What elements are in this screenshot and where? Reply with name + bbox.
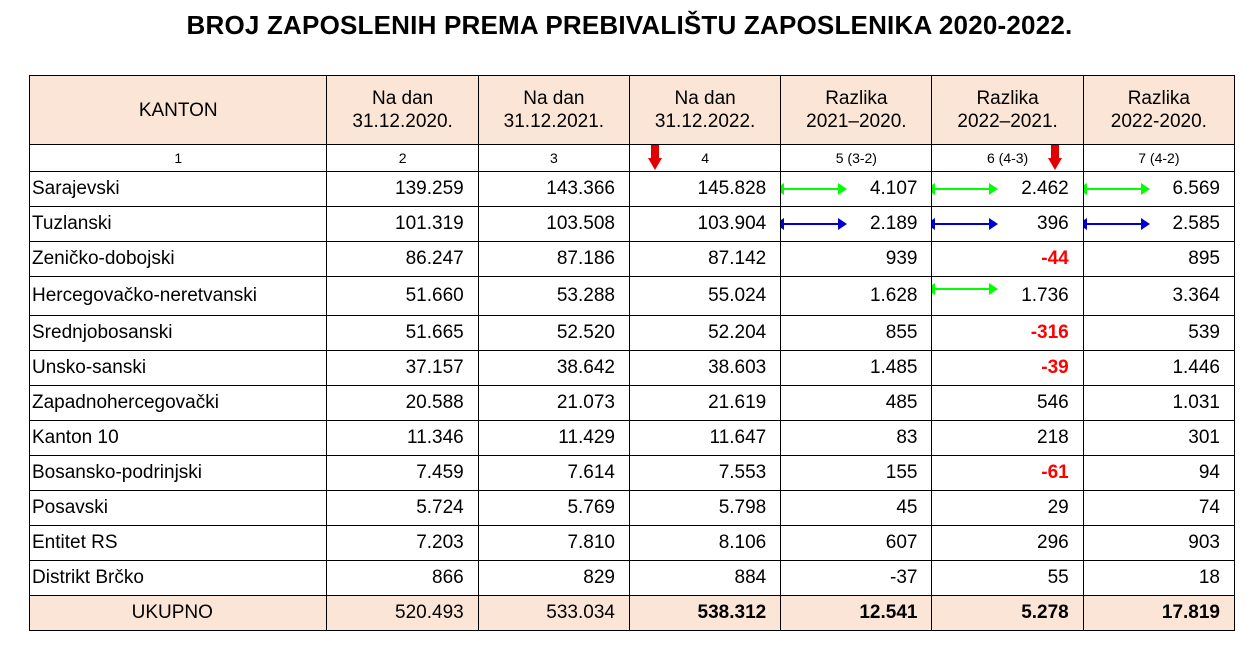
diff-21-20: 855: [781, 316, 932, 351]
col-index-6: 6 (4-3): [932, 145, 1083, 172]
value-2022: 38.603: [629, 351, 780, 386]
diff-22-20: 3.364: [1083, 277, 1234, 316]
blue-double-arrow-icon: [781, 217, 848, 231]
value-2020: 7.203: [327, 526, 478, 561]
diff-22-20: 1.031: [1083, 386, 1234, 421]
header-diff-22-20: Razlika 2022-2020.: [1083, 76, 1234, 145]
table-row: [30, 351, 1235, 386]
diff-22-21: 396: [932, 207, 1083, 242]
diff-21-20: -37: [781, 561, 932, 596]
header-row: [30, 76, 1235, 145]
header-2022: Na dan 31.12.2022.: [629, 76, 780, 145]
table-row: [30, 386, 1235, 421]
green-double-arrow-icon: [1083, 182, 1150, 196]
header-diff-21-20: Razlika 2021–2020.: [781, 76, 932, 145]
value-2020: 101.319: [327, 207, 478, 242]
value-2020: 7.459: [327, 456, 478, 491]
value-2022: 87.142: [629, 242, 780, 277]
diff-22-20: 895: [1083, 242, 1234, 277]
value-2021: 5.769: [478, 491, 629, 526]
value-2020: 51.665: [327, 316, 478, 351]
header-2021: Na dan 31.12.2021.: [478, 76, 629, 145]
red-down-arrow-icon: [648, 145, 662, 172]
value-2021: 11.429: [478, 421, 629, 456]
kanton-name: Distrikt Brčko: [30, 561, 327, 596]
diff-22-21: 1.736: [932, 277, 1083, 316]
blue-double-arrow-icon: [1083, 217, 1150, 231]
column-index-row: [30, 145, 1235, 172]
value-2021: 7.614: [478, 456, 629, 491]
value-2021: 87.186: [478, 242, 629, 277]
value-2021: 7.810: [478, 526, 629, 561]
kanton-name: Hercegovačko-neretvanski: [30, 277, 327, 316]
value-2020: 5.724: [327, 491, 478, 526]
col-index: 5 (3-2): [781, 145, 932, 172]
value-2022: 7.553: [629, 456, 780, 491]
header-diff-22-21: Razlika 2022–2021.: [932, 76, 1083, 145]
diff-21-20: 155: [781, 456, 932, 491]
table-row: [30, 561, 1235, 596]
diff-21-20: 2.189: [781, 207, 932, 242]
total-label: UKUPNO: [30, 596, 327, 631]
col-index: 2: [327, 145, 478, 172]
value-2022: 103.904: [629, 207, 780, 242]
value-2022: 52.204: [629, 316, 780, 351]
diff-22-21: -61: [932, 456, 1083, 491]
kanton-name: Unsko-sanski: [30, 351, 327, 386]
kanton-name: Srednjobosanski: [30, 316, 327, 351]
diff-22-21: -316: [932, 316, 1083, 351]
total-2020: 520.493: [327, 596, 478, 631]
green-double-arrow-icon: [932, 282, 999, 296]
value-2022: 145.828: [629, 172, 780, 207]
diff-22-20: 301: [1083, 421, 1234, 456]
diff-21-20: 1.628: [781, 277, 932, 316]
value-2020: 866: [327, 561, 478, 596]
total-row: [30, 596, 1235, 631]
diff-22-21: 55: [932, 561, 1083, 596]
diff-22-20: 1.446: [1083, 351, 1234, 386]
total-diff-22-21: 5.278: [932, 596, 1083, 631]
page-title: BROJ ZAPOSLENIH PREMA PREBIVALIŠTU ZAPOSLENIKA 2020-2022.: [186, 10, 1073, 40]
diff-22-20: 539: [1083, 316, 1234, 351]
col-index: 1: [30, 145, 327, 172]
table-row: [30, 172, 1235, 207]
value-2021: 143.366: [478, 172, 629, 207]
employment-table: [29, 75, 1235, 631]
green-double-arrow-icon: [781, 182, 848, 196]
diff-22-21: 296: [932, 526, 1083, 561]
diff-21-20: 4.107: [781, 172, 932, 207]
table-row: [30, 242, 1235, 277]
diff-21-20: 607: [781, 526, 932, 561]
value-2020: 20.588: [327, 386, 478, 421]
diff-22-21: 2.462: [932, 172, 1083, 207]
diff-22-20: 74: [1083, 491, 1234, 526]
table-row: [30, 207, 1235, 242]
diff-22-20: 18: [1083, 561, 1234, 596]
table-row: [30, 421, 1235, 456]
value-2022: 55.024: [629, 277, 780, 316]
value-2021: 829: [478, 561, 629, 596]
header-2020: Na dan 31.12.2020.: [327, 76, 478, 145]
green-double-arrow-icon: [932, 182, 999, 196]
value-2022: 5.798: [629, 491, 780, 526]
blue-double-arrow-icon: [932, 217, 999, 231]
kanton-name: Sarajevski: [30, 172, 327, 207]
diff-21-20: 1.485: [781, 351, 932, 386]
kanton-name: Bosansko-podrinjski: [30, 456, 327, 491]
value-2021: 21.073: [478, 386, 629, 421]
col-index-4: 4: [629, 145, 780, 172]
diff-21-20: 485: [781, 386, 932, 421]
total-2021: 533.034: [478, 596, 629, 631]
col-index: 3: [478, 145, 629, 172]
value-2021: 103.508: [478, 207, 629, 242]
value-2020: 51.660: [327, 277, 478, 316]
value-2020: 139.259: [327, 172, 478, 207]
diff-21-20: 45: [781, 491, 932, 526]
value-2021: 38.642: [478, 351, 629, 386]
diff-22-20: 903: [1083, 526, 1234, 561]
table-row: [30, 316, 1235, 351]
diff-21-20: 83: [781, 421, 932, 456]
kanton-name: Zeničko-dobojski: [30, 242, 327, 277]
diff-22-21: 546: [932, 386, 1083, 421]
diff-22-21: -39: [932, 351, 1083, 386]
diff-22-21: 218: [932, 421, 1083, 456]
value-2022: 884: [629, 561, 780, 596]
total-2022: 538.312: [629, 596, 780, 631]
diff-21-20: 939: [781, 242, 932, 277]
kanton-name: Kanton 10: [30, 421, 327, 456]
value-2022: 21.619: [629, 386, 780, 421]
total-diff-22-20: 17.819: [1083, 596, 1234, 631]
kanton-name: Posavski: [30, 491, 327, 526]
header-kanton: KANTON: [30, 76, 327, 145]
table-row: [30, 277, 1235, 316]
diff-22-20: 94: [1083, 456, 1234, 491]
red-down-arrow-icon: [1048, 145, 1062, 172]
diff-22-20: 2.585: [1083, 207, 1234, 242]
table-row: [30, 491, 1235, 526]
col-index: 7 (4-2): [1083, 145, 1234, 172]
value-2020: 86.247: [327, 242, 478, 277]
value-2021: 52.520: [478, 316, 629, 351]
value-2020: 37.157: [327, 351, 478, 386]
kanton-name: Tuzlanski: [30, 207, 327, 242]
diff-22-21: 29: [932, 491, 1083, 526]
table-row: [30, 456, 1235, 491]
kanton-name: Entitet RS: [30, 526, 327, 561]
value-2020: 11.346: [327, 421, 478, 456]
value-2022: 11.647: [629, 421, 780, 456]
diff-22-21: -44: [932, 242, 1083, 277]
diff-22-20: 6.569: [1083, 172, 1234, 207]
value-2022: 8.106: [629, 526, 780, 561]
table-row: [30, 526, 1235, 561]
kanton-name: Zapadnohercegovački: [30, 386, 327, 421]
total-diff-21-20: 12.541: [781, 596, 932, 631]
value-2021: 53.288: [478, 277, 629, 316]
